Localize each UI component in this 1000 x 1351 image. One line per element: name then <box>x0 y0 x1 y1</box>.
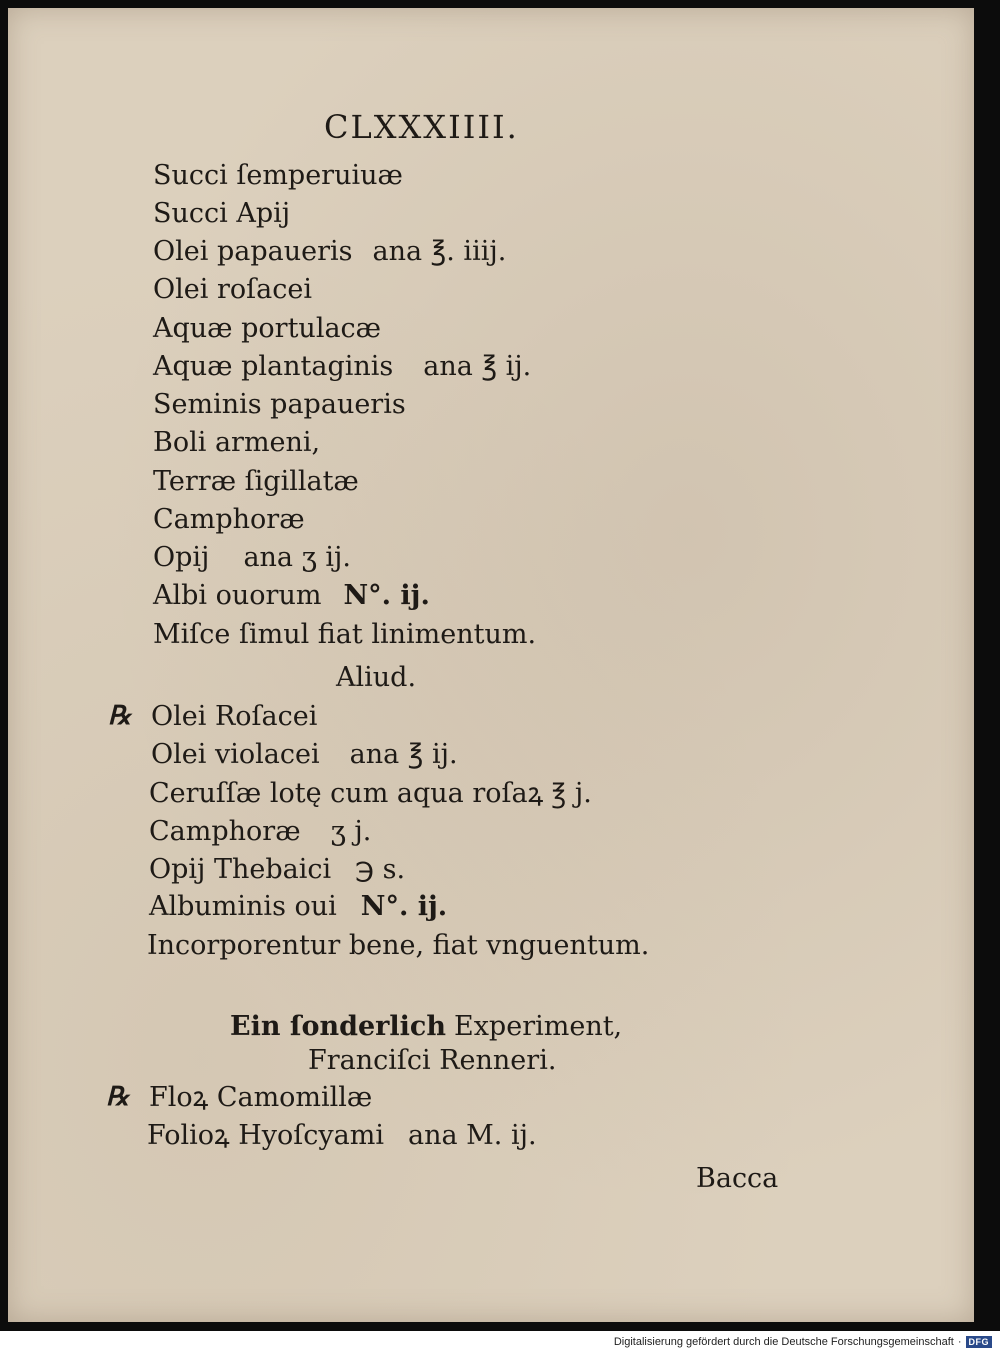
digitization-credit: Digitalisierung gefördert durch die Deutsche Forschungsgemeinschaft · DFG <box>614 1336 992 1348</box>
recipe-line <box>147 1120 537 1152</box>
recipe-ingredient: Olei papaueris <box>153 236 353 267</box>
recipe-line: Olei roſacei <box>153 274 312 305</box>
recipe-line <box>153 580 430 612</box>
page-heading: CLXXXIIII. <box>324 108 519 146</box>
recipe-ingredient: Opij Thebaici <box>149 854 332 885</box>
section-heading-german: Ein ſonderlich <box>230 1011 446 1042</box>
recipe-line: Miſce ſimul fiat linimentum. <box>153 619 537 650</box>
recipe-ingredient: Albi ouorum <box>153 580 322 611</box>
recipe-line: Floꝝ Camomillæ <box>149 1082 373 1113</box>
recipe-dose: ana ℥ ij. <box>349 739 458 770</box>
dfg-logo-icon: DFG <box>966 1336 993 1348</box>
recipe-dose: ana ℥ ij. <box>423 351 532 382</box>
catchword: Bacca <box>696 1163 779 1194</box>
recipe-line <box>149 854 405 886</box>
recipe-ingredient: Albuminis oui <box>149 891 337 922</box>
recipe-dose: ʒ j. <box>330 816 372 847</box>
recipe-symbol: ℞ <box>106 1082 130 1112</box>
section-heading: Aliud. <box>336 662 417 693</box>
recipe-ingredient: Opij <box>153 542 210 573</box>
recipe-ingredient: Olei violacei <box>151 739 320 770</box>
recipe-ingredient: Camphoræ <box>149 816 301 847</box>
recipe-line: Boli armeni, <box>153 427 321 458</box>
recipe-line: Terræ ſigillatæ <box>153 466 359 497</box>
recipe-line: Aquæ portulacæ <box>153 313 382 344</box>
recipe-symbol: ℞ <box>108 701 132 731</box>
recipe-dose: N°. ij. <box>360 891 448 922</box>
recipe-line <box>151 739 458 771</box>
credit-text: Digitalisierung gefördert durch die Deutsche Forschungsgemeinschaft <box>613 1336 954 1348</box>
recipe-line: Seminis papaueris <box>153 389 406 420</box>
recipe-line <box>149 816 371 848</box>
recipe-line <box>149 891 447 923</box>
recipe-line: Camphoræ <box>153 504 305 535</box>
recipe-ingredient: Aquæ plantaginis <box>153 351 394 382</box>
recipe-line <box>153 542 351 574</box>
recipe-line <box>153 351 531 383</box>
section-author: Franciſci Renneri. <box>308 1045 557 1076</box>
recipe-line: Olei Roſacei <box>151 701 318 732</box>
recipe-dose: ℈ s. <box>355 854 406 885</box>
recipe-dose: ana M. ij. <box>408 1120 537 1151</box>
recipe-dose: N°. ij. <box>343 580 430 611</box>
recipe-line <box>153 236 506 268</box>
recipe-line: Succi ſemperuiuæ <box>153 160 403 191</box>
recipe-line: Incorporentur bene, fiat vnguentum. <box>147 930 650 961</box>
recipe-dose: ana ʒ ij. <box>243 542 352 573</box>
recipe-ingredient: Folioꝝ Hyoſcyami <box>147 1120 384 1151</box>
book-page <box>8 8 974 1322</box>
section-heading <box>230 1011 622 1043</box>
recipe-line: Ceruſſæ lotę cum aqua roſaꝝ ℥ j. <box>149 778 592 809</box>
recipe-dose: ana ℥. iiij. <box>372 236 507 267</box>
section-heading-latin: Experiment, <box>454 1011 623 1042</box>
recipe-line: Succi Apij <box>153 198 291 229</box>
